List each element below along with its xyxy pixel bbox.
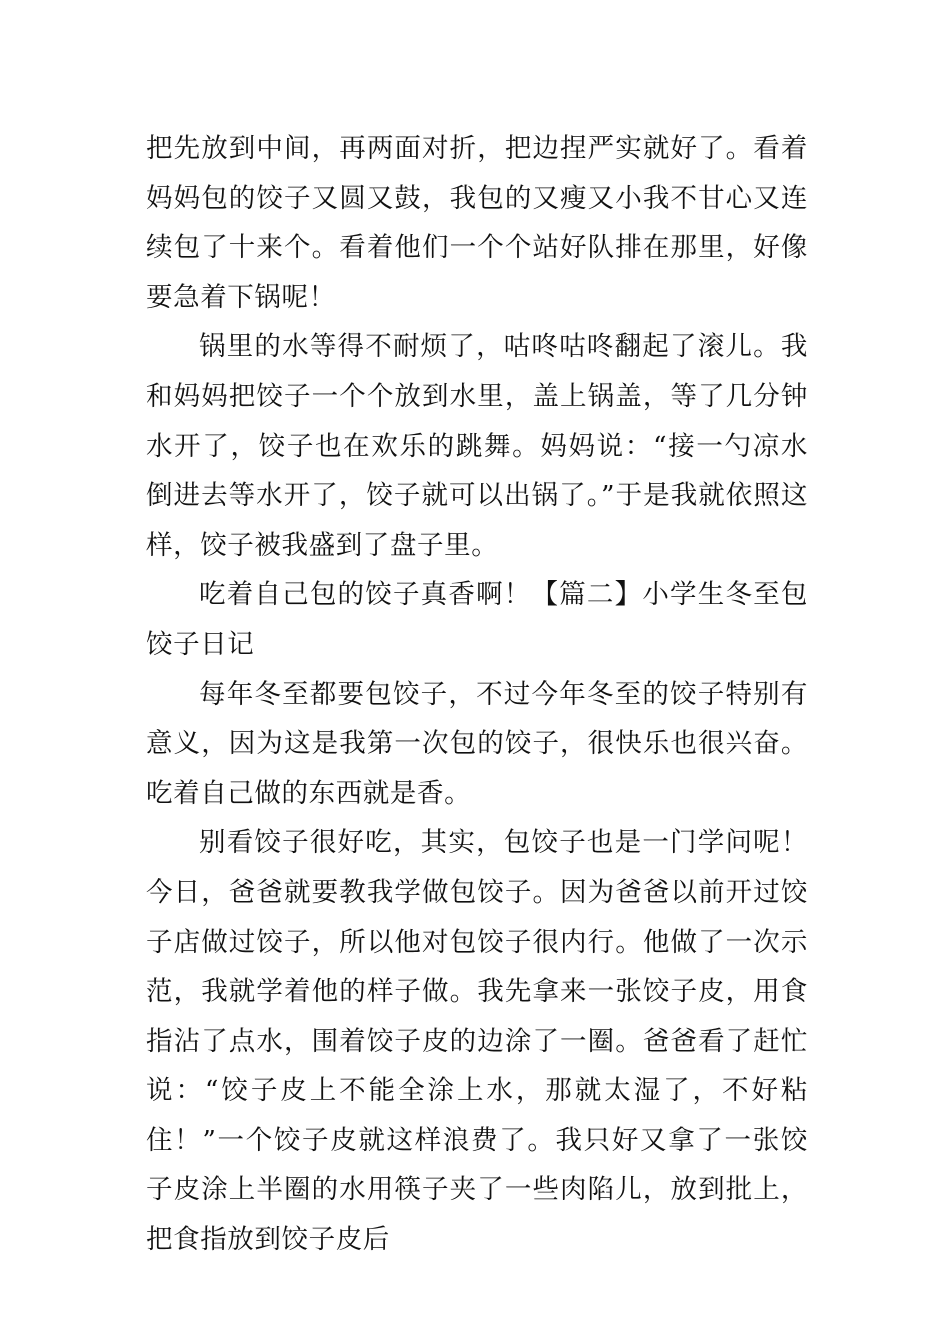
document-body bbox=[146, 124, 808, 1265]
paragraph-5: 别看饺子很好吃，其实，包饺子也是一门学问呢！今日，爸爸就要教我学做包饺子。因为爸爸以前开过饺子店做过饺子，所以他对包饺子很内行。他做了一次示范，我就学着他的样子做。我先拿来一张饺子皮，用食指沾了点水，围着饺子皮的边涂了一圈。爸爸看了赶忙说：“饺子皮上不能全涂上水，那就太湿了，不好粘住！”一个饺子皮就这样浪费了。我只好又拿了一张饺子皮涂上半圈的水用筷子夹了一些肉陷儿，放到批上，把食指放到饺子皮后 bbox=[146, 827, 808, 1256]
paragraph-1: 把先放到中间，再两面对折，把边捏严实就好了。看着妈妈包的饺子又圆又鼓，我包的又瘦又小我不甘心又连续包了十来个。看着他们一个个站好队排在那里，好像要急着下锅呢！ bbox=[146, 133, 808, 313]
paragraph-4: 每年冬至都要包饺子，不过今年冬至的饺子特别有意义，因为这是我第一次包的饺子，很快乐也很兴奋。吃着自己做的东西就是香。 bbox=[146, 678, 808, 809]
paragraph-3: 吃着自己包的饺子真香啊！【篇二】小学生冬至包饺子日记 bbox=[146, 579, 808, 660]
paragraph-2: 锅里的水等得不耐烦了，咕咚咕咚翻起了滚儿。我和妈妈把饺子一个个放到水里，盖上锅盖，等了几分钟水开了，饺子也在欢乐的跳舞。妈妈说：“接一勺凉水倒进去等水开了，饺子就可以出锅了。”于是我就依照这样，饺子被我盛到了盘子里。 bbox=[146, 331, 808, 561]
